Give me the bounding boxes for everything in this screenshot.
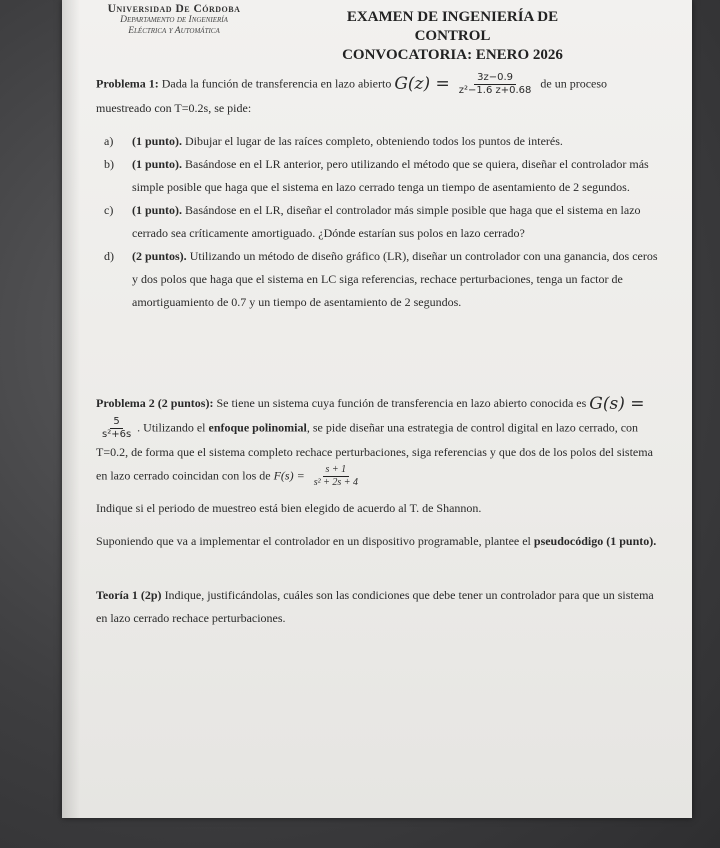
gz-numerator: 3z−0.9 <box>474 72 516 85</box>
item-label: c) <box>104 203 114 217</box>
department-line-1: Departamento de Ingeniería <box>120 15 228 25</box>
exam-sheet <box>62 0 692 818</box>
theory-1-title: Teoría 1 (2p) <box>96 588 162 602</box>
transfer-function-gs-lhs: G(s) = <box>589 393 645 414</box>
item-points: (1 punto). <box>132 134 183 148</box>
item-body: Basándose en el LR anterior, pero utilizando el método que se quiera, diseñar el controlador más simple posible que haga que el sistema en lazo cerrado tenga un tiempo de asentamiento de 2 segundos. <box>132 157 649 194</box>
item-points: (1 punto). <box>132 157 183 171</box>
exam-header <box>310 8 595 65</box>
item-label: b) <box>104 157 114 171</box>
department-line-2: Eléctrica y Automática <box>128 26 220 36</box>
problem-1-title: Problema 1: <box>96 76 159 91</box>
theory-1 <box>96 584 660 630</box>
transfer-function-gz <box>456 72 535 97</box>
item-body: Basándose en el LR, diseñar el controlador más simple posible que haga que el sistema en lazo cerrado sea críticamente amortiguado. ¿Dónde estarían sus polos en lazo cerrado? <box>132 203 641 240</box>
fs-numerator: s + 1 <box>323 464 350 477</box>
item-points: (2 puntos). <box>132 249 187 263</box>
university-name: Universidad De Córdoba <box>107 3 241 15</box>
university-header <box>84 4 264 37</box>
theory-1-text: Indique, justificándolas, cuáles son las condiciones que debe tener un controlador para que un sistema en lazo cerrado rechace perturbaciones. <box>96 588 654 625</box>
problem-2-text <box>96 392 660 489</box>
problem-2-text-a: Se tiene un sistema cuya función de transferencia en lazo abierto conocida es <box>216 396 587 410</box>
list-item <box>104 199 660 245</box>
item-text <box>132 245 660 314</box>
list-item <box>104 130 660 153</box>
item-label: d) <box>104 249 114 263</box>
exam-session: CONVOCATORIA: ENERO 2026 <box>342 47 563 63</box>
problem-2-emphasis: enfoque polinomial <box>208 420 307 434</box>
transfer-function-fs <box>311 464 361 489</box>
problem-2-text-b: . Utilizando el <box>137 420 206 434</box>
problem-1-intro-text-2: de un proceso muestreado con T=0.2s, se pide: <box>96 76 608 115</box>
pseudocode-question <box>96 530 660 553</box>
problem-1-items <box>96 130 660 314</box>
sheet-shadow <box>62 0 80 818</box>
problem-1-intro <box>96 72 660 120</box>
item-body: Dibujar el lugar de las raíces completo, obteniendo todos los puntos de interés. <box>185 134 563 148</box>
transfer-function-fs-lhs: F(s) = <box>273 468 305 482</box>
exam-title: EXAMEN DE INGENIERÍA DE CONTROL <box>346 9 559 44</box>
gz-denominator: z²−1.6 z+0.68 <box>458 85 532 96</box>
item-body: Utilizando un método de diseño gráfico (LR), diseñar un controlador con una ganancia, dos ceros y dos polos que haga que el sistema en LC siga referencias, rechace perturbaciones, tenga un factor de amortiguamiento de 0.7 y un tiempo de asentamiento de 2 segundos. <box>132 249 658 309</box>
transfer-function-gz-lhs: G(z) = <box>394 74 450 94</box>
gs-numerator: 5 <box>110 416 122 429</box>
list-item <box>104 245 660 314</box>
problem-1 <box>96 72 660 314</box>
problem-1-intro-text: Dada la función de transferencia en lazo abierto <box>161 76 392 91</box>
pseudocode-text: Suponiendo que va a implementar el controlador en un dispositivo programable, plantee el <box>96 533 531 548</box>
item-points: (1 punto). <box>132 203 183 217</box>
gs-denominator: s²+6s <box>102 428 132 440</box>
list-item <box>104 153 660 199</box>
pseudocode-points: pseudocódigo (1 punto). <box>533 533 657 548</box>
problem-2 <box>96 392 660 553</box>
shannon-question: Indique si el periodo de muestreo está bien elegido de acuerdo al T. de Shannon. <box>96 500 482 515</box>
item-text <box>132 130 660 153</box>
item-text <box>132 153 660 199</box>
transfer-function-gs <box>99 416 134 441</box>
item-text <box>132 199 660 245</box>
fs-denominator: s² + 2s + 4 <box>313 476 358 488</box>
item-label: a) <box>104 134 114 148</box>
problem-2-text-c: , se pide diseñar una estrategia de control digital en lazo cerrado, con T=0.2, de forma que el sistema completo rechace perturbaciones, siga referencias y que dos de los polos del sistema en lazo cerrado coincidan con los de <box>96 420 653 482</box>
problem-2-title: Problema 2 (2 puntos): <box>96 396 214 410</box>
